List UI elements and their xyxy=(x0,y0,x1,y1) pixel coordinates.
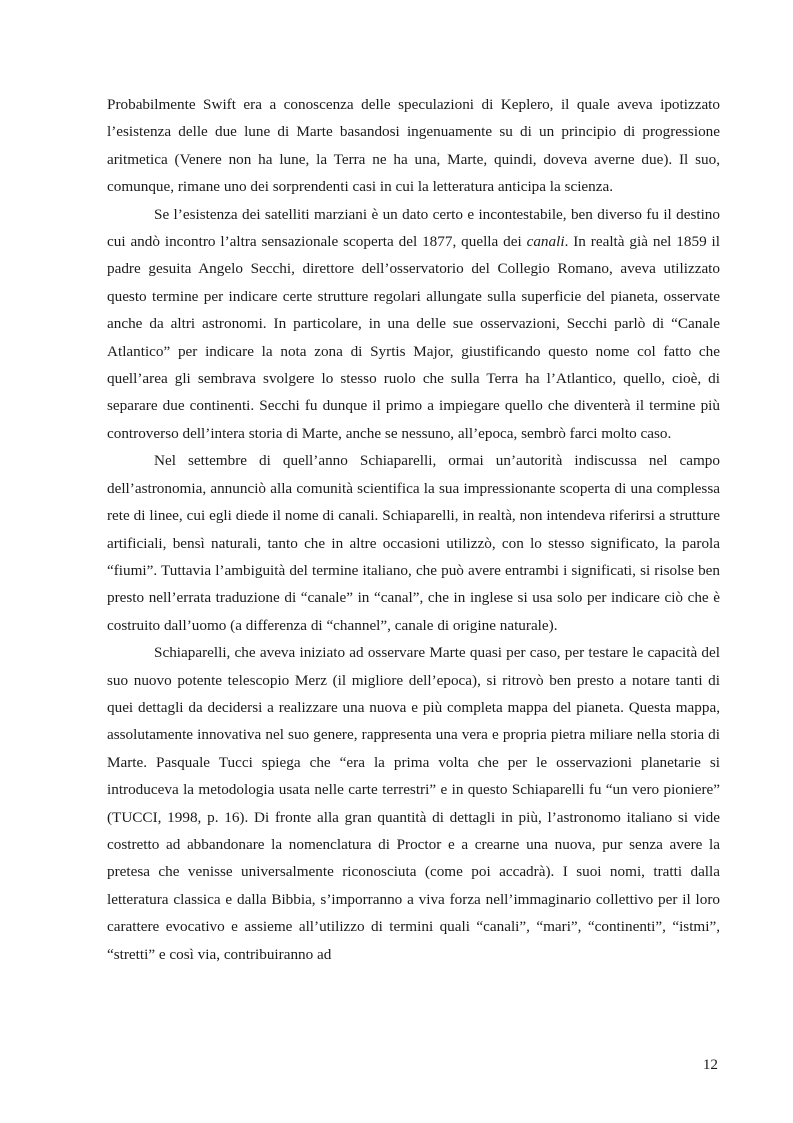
page-number: 12 xyxy=(702,1056,718,1073)
text-segment: Probabilmente Swift era a conoscenza delle speculazioni di Keplero, il quale aveva ipotizzato l’esistenza delle due lune di Marte basandosi ingenuamente su di un principio di progressione aritmetica (Venere non ha lune, la Terra ne ha una, Marte, quindi, doveva averne due). Il suo, comunque, rimane uno dei sorprendenti casi in cui la letteratura anticipa la scienza. xyxy=(107,96,720,196)
text-segment: . In realtà già nel 1859 il padre gesuita Angelo Secchi, direttore dell’osservatorio del Collegio Romano, aveva utilizzato questo termine per indicare certe strutture regolari allungate sulla superficie del pianeta, osservate anche da altri astronomi. In particolare, in una delle sue osservazioni, Secchi parlò di “Canale Atlantico” per indicare la nota zona di Syrtis Major, giustificando questo nome col fatto che quell’area gli sembrava svolgere lo stesso ruolo che sulla Terra ha l’Atlantico, quello, cioè, di separare due continenti. Secchi fu dunque il primo a impiegare quello che diventerà il termine più controverso dell’intera storia di Marte, anche se nessuno, all’epoca, sembrò farci molto caso. xyxy=(107,233,720,442)
paragraph xyxy=(107,91,720,201)
text-segment: Schiaparelli, che aveva iniziato ad osservare Marte quasi per caso, per testare le capacità del suo nuovo potente telescopio Merz (il migliore dell’epoca), si ritrovò ben presto a notare tanti di quei dettagli da decidersi a realizzare una nuova e più completa mappa del pianeta. Questa mappa, assolutamente innovativa nel suo genere, rappresenta una vera e propria pietra miliare nella storia di Marte. Pasquale Tucci spiega che “era la prima volta che per le osservazioni planetarie si introduceva la metodologia usata nelle carte terrestri” e in questo Schiaparelli fu “un vero pioniere” (TUCCI, 1998, p. 16). Di fronte alla gran quantità di dettagli in più, l’astronomo italiano si vide costretto ad abbandonare la nomenclatura di Proctor e a crearne una nuova, pur senza avere la pretesa che venisse universalmente riconosciuta (come poi accadrà). I suoi nomi, tratti dalla letteratura classica e dalla Bibbia, s’imporranno a viva forza nell’immaginario collettivo per il loro carattere evocativo e assieme all’utilizzo di termini quali “canali”, “mari”, “continenti”, “istmi”, “stretti” e così via, contribuiranno ad xyxy=(107,644,720,963)
paragraph xyxy=(107,447,720,639)
paragraph xyxy=(107,639,720,968)
italic-term: canali xyxy=(526,233,565,251)
text-segment: Se l’esistenza dei satelliti marziani è un dato certo e incontestabile, ben diverso fu il destino cui andò incontro l’altra sensazionale scoperta del 1877, quella dei xyxy=(107,205,720,251)
body-text xyxy=(107,91,720,968)
paragraph xyxy=(107,201,720,448)
text-segment: Nel settembre di quell’anno Schiaparelli, ormai un’autorità indiscussa nel campo dell’astronomia, annunciò alla comunità scientifica la sua impressionante scoperta di una complessa rete di linee, cui egli diede il nome di canali. Schiaparelli, in realtà, non intendeva riferirsi a strutture artificiali, bensì naturali, tanto che in altre occasioni utilizzò, con lo stesso significato, la parola “fiumi”. Tuttavia l’ambiguità del termine italiano, che può avere entrambi i significati, si risolse ben presto nell’errata traduzione di “canale” in “canal”, che in inglese si usa solo per indicare ciò che è costruito dall’uomo (a differenza di “channel”, canale di origine naturale). xyxy=(107,452,720,634)
